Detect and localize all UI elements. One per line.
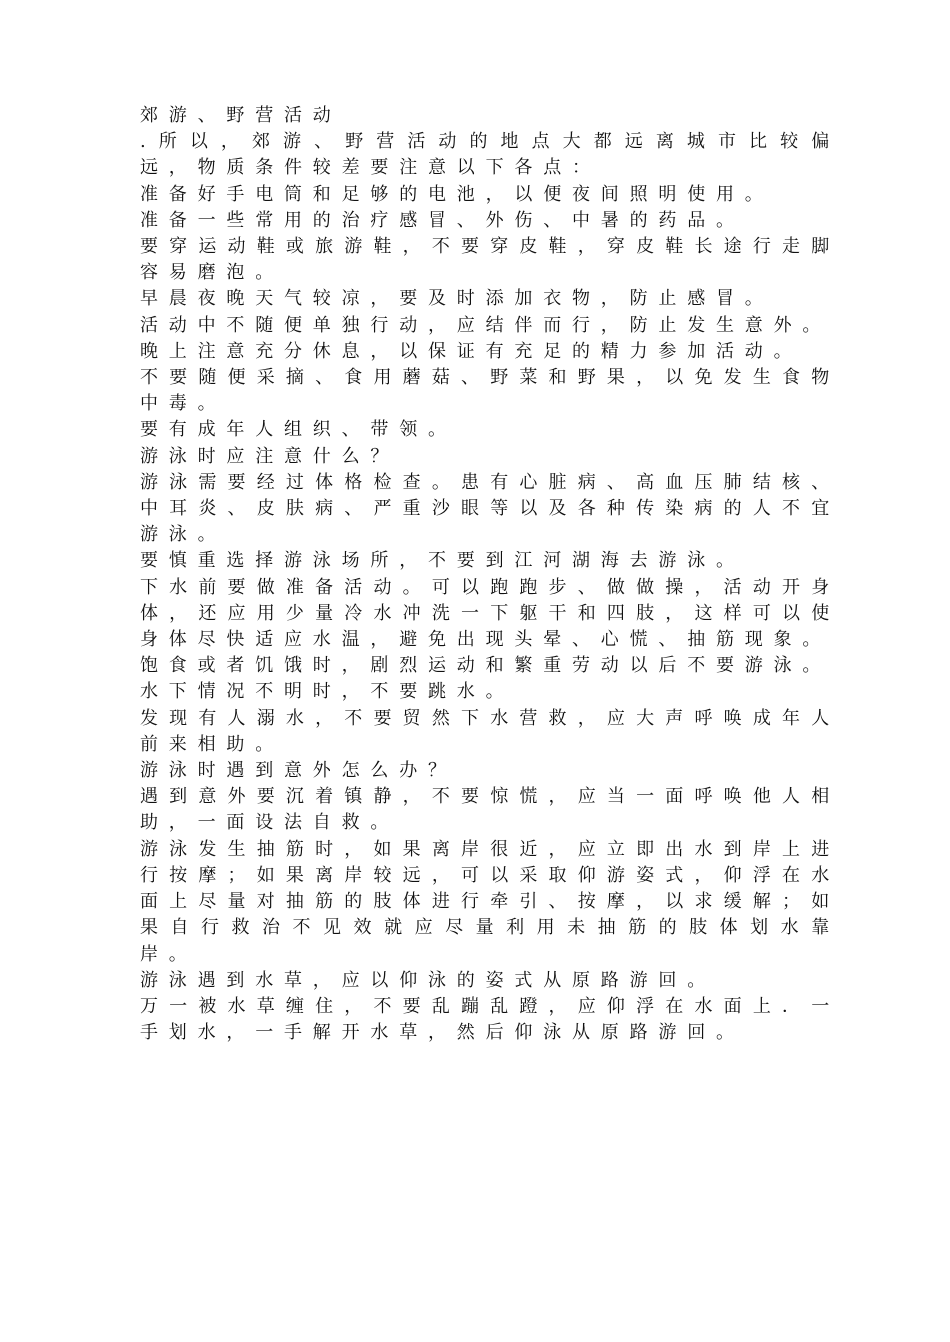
- paragraph: 万一被水草缠住，不要乱蹦乱蹬，应仰浮在水面上．一手划水，一手解开水草，然后仰泳从原路游回。: [140, 995, 840, 1044]
- paragraph: 准备好手电筒和足够的电池，以便夜间照明使用。: [140, 183, 774, 205]
- paragraph: 活动中不随便单独行动，应结伴而行，防止发生意外。: [140, 314, 832, 336]
- section-heading: 游泳时遇到意外怎么办？: [140, 760, 457, 782]
- paragraph: 水下情况不明时，不要跳水。: [140, 681, 515, 703]
- document-body: [140, 103, 840, 1046]
- paragraph: 下水前要做准备活动。可以跑跑步、做做操，活动开身体，还应用少量冷水冲洗一下躯干和四肢，这样可以使身体尽快适应水温，避免出现头晕、心慌、抽筋现象。: [140, 576, 840, 651]
- paragraph: 要慎重选择游泳场所，不要到江河湖海去游泳。: [140, 550, 745, 572]
- paragraph: 游泳遇到水草，应以仰泳的姿式从原路游回。: [140, 969, 716, 991]
- paragraph: 晚上注意充分休息，以保证有充足的精力参加活动。: [140, 340, 803, 362]
- paragraph: 游泳发生抽筋时，如果离岸很近，应立即出水到岸上进行按摩；如果离岸较远，可以采取仰游姿式，仰浮在水面上尽量对抽筋的肢体进行牵引、按摩，以求缓解；如果自行救治不见效就应尽量利用未抽筋的肢体划水靠岸。: [140, 838, 840, 965]
- paragraph: 不要随便采摘、食用蘑菇、野菜和野果，以免发生食物中毒。: [140, 367, 840, 415]
- paragraph: 游泳需要经过体格检查。患有心脏病、高血压肺结核、中耳炎、皮肤病、严重沙眼等以及各种传染病的人不宜游泳。: [140, 471, 840, 546]
- paragraph: 早晨夜晚天气较凉，要及时添加衣物，防止感冒。: [140, 288, 774, 310]
- paragraph: 准备一些常用的治疗感冒、外伤、中暑的药品。: [140, 209, 745, 231]
- paragraph: 饱食或者饥饿时，剧烈运动和繁重劳动以后不要游泳。: [140, 655, 832, 677]
- paragraph: 发现有人溺水，不要贸然下水营救，应大声呼唤成年人前来相助。: [140, 707, 840, 755]
- section-heading: 郊游、野营活动: [140, 105, 342, 126]
- paragraph: 要有成年人组织、带领。: [140, 419, 457, 441]
- paragraph: 遇到意外要沉着镇静，不要惊慌，应当一面呼唤他人相助，一面设法自救。: [140, 786, 840, 834]
- paragraph: 要穿运动鞋或旅游鞋，不要穿皮鞋，穿皮鞋长途行走脚容易磨泡。: [140, 236, 840, 284]
- section-heading: 游泳时应注意什么？: [140, 445, 400, 467]
- paragraph: .所以，郊游、野营活动的地点大都远离城市比较偏远，物质条件较差要注意以下各点：: [140, 131, 840, 179]
